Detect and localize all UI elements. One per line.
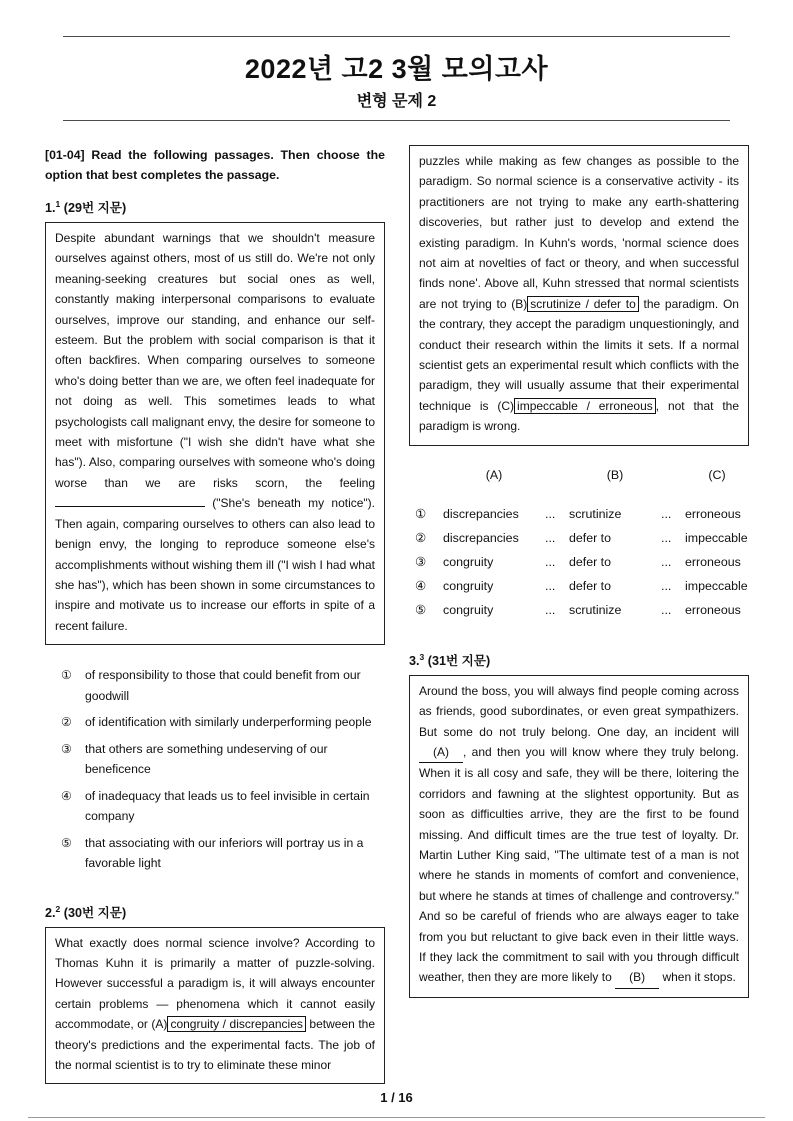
option-2-marker: ② xyxy=(61,715,72,730)
question-2-source: (30번 지문) xyxy=(60,905,127,920)
instructions-text: [01-04] Read the following passages. Then choose the option that best completes the passage. xyxy=(45,148,385,182)
option-5 xyxy=(61,833,385,874)
passage-3-blank-a: (A) xyxy=(419,742,463,763)
option-4-marker: ④ xyxy=(61,788,72,803)
question-2-heading xyxy=(45,902,385,921)
answer-row-4-c: impeccable xyxy=(685,579,748,594)
dots: ... xyxy=(545,531,556,546)
option-3-text: that others are something undeserving of our beneficence xyxy=(85,741,328,777)
passage-2-text-part1: What exactly does normal science involve? According to Thomas Kuhn it is primarily a matter of puzzle-solving. However successful a paradigm is, it will always encounter certain problems — phenomena which it cannot easily accommodate, or (A) xyxy=(55,935,375,1032)
passage-3-box xyxy=(409,675,749,998)
question-3-source: (31번 지문) xyxy=(424,653,491,668)
option-4-text: of inadequacy that leads us to feel invisible in certain company xyxy=(85,788,370,824)
answer-row-5-b: scrutinize xyxy=(569,603,622,618)
dots: ... xyxy=(661,507,672,522)
question-3-sup: 3 xyxy=(419,651,425,662)
question-3-heading xyxy=(409,650,749,669)
answer-row-2-marker: ② xyxy=(415,531,427,546)
option-5-text: that associating with our inferiors will portray us in a favorable light xyxy=(85,835,364,871)
passage-2-choice-c: impeccable / erroneous xyxy=(514,398,656,414)
dots: ... xyxy=(661,579,672,594)
answer-row-1-a: discrepancies xyxy=(443,507,519,522)
bottom-divider xyxy=(28,1117,765,1118)
passage-3-text-part1: Around the boss, you will always find people coming across as friends, good subordinates, or even great sympathizers. But some do not truly belong. One day, an incident will xyxy=(419,683,739,739)
answer-row-3-marker: ③ xyxy=(415,555,427,570)
passage-2-text-part4: the paradigm. On the contrary, they accept the paradigm unquestioningly, and conduct their research within the limits it sets. If a normal scientist gets an experimental result which conflicts with the paradigm, they will usually assume that their experimental technique is (C) xyxy=(419,296,739,413)
option-2-text: of identification with similarly underperforming people xyxy=(85,715,372,730)
page-subtitle: 변형 문제 2 xyxy=(356,93,437,110)
top-divider xyxy=(63,36,730,37)
answer-row-2-a: discrepancies xyxy=(443,531,519,546)
passage-3-text-part3: when it stops. xyxy=(659,970,736,985)
answer-row-1-c: erroneous xyxy=(685,507,741,522)
column-header-b: (B) xyxy=(606,467,624,482)
passage-2-text-part2: between the theory's predictions and the experimental facts. The job of the normal scientist is to try to eliminate these minor xyxy=(55,1017,375,1073)
dots: ... xyxy=(545,555,556,570)
answer-row-1 xyxy=(415,502,749,526)
dots: ... xyxy=(545,507,556,522)
dots: ... xyxy=(661,531,672,546)
question-1-heading xyxy=(45,197,385,216)
question-2-number: 2. xyxy=(45,905,56,920)
passage-2-box-right xyxy=(409,145,749,446)
question-1-source: (29번 지문) xyxy=(60,201,127,215)
passage-1-text-part1: Despite abundant warnings that we shouldn't measure ourselves against others, most of us still do. We're not only meaning-seeking creatures but social ones as well, constantly making interpersonal comparisons to evaluate ourselves, improve our standing, and enhance our self-esteem. But the problem with social comparison is that it often backfires. When comparing ourselves to someone who's doing better than we are, we often feel inadequate for not doing as well. This sometimes leads to what psychologists call malignant envy, the desire for someone to meet with misfortune ("I wish she didn't have what she has"). Also, comparing ourselves with someone who's doing worse than we are risks scorn, the feeling xyxy=(55,231,375,490)
passage-2-box-left xyxy=(45,927,385,1085)
page-number: 1 / 16 xyxy=(380,1090,413,1105)
passage-2-text-part3: puzzles while making as few changes as possible to the paradigm. So normal science is a conservative activity - its practitioners are not trying to make any earth-shattering discoveries, but rather just to develop and extend the existing paradigm. In Kuhn's words, 'normal science does not aim at novelties of fact or theory, and when successful finds none'. Above all, Kuhn stressed that normal scientists are not trying to (B) xyxy=(419,154,739,311)
option-1-text: of responsibility to those that could benefit from our goodwill xyxy=(85,668,361,703)
passage-2-text-part5: , not that the paradigm is wrong. xyxy=(419,398,739,434)
answer-row-1-b: scrutinize xyxy=(569,507,622,522)
answer-row-5-marker: ⑤ xyxy=(415,603,427,618)
answer-row-4-b: defer to xyxy=(569,579,612,594)
answer-row-2 xyxy=(415,526,749,550)
option-4 xyxy=(61,786,385,827)
column-header-c: (C) xyxy=(708,467,726,482)
header-divider xyxy=(63,120,730,121)
answer-row-2-b: defer to xyxy=(569,531,612,546)
option-3 xyxy=(61,739,385,780)
option-5-marker: ⑤ xyxy=(61,835,72,850)
answer-row-4-marker: ④ xyxy=(415,579,427,594)
question-1-number: 1. xyxy=(45,201,56,215)
answer-row-1-marker: ① xyxy=(415,507,427,522)
answer-row-3-a: congruity xyxy=(443,555,494,570)
dots: ... xyxy=(661,555,672,570)
dots: ... xyxy=(661,603,672,618)
dots: ... xyxy=(545,603,556,618)
answer-row-5-a: congruity xyxy=(443,603,494,618)
answer-row-2-c: impeccable xyxy=(685,531,748,546)
answer-row-3 xyxy=(415,550,749,574)
answer-row-4 xyxy=(415,574,749,598)
answer-row-4-a: congruity xyxy=(443,579,494,594)
answer-row-3-c: erroneous xyxy=(685,555,741,570)
passage-2-choice-b: scrutinize / defer to xyxy=(527,296,639,312)
question-2-answer-table xyxy=(415,468,749,622)
option-1 xyxy=(61,665,385,706)
column-header-a: (A) xyxy=(485,467,503,482)
passage-1-text-part2: ("She's beneath my notice"). Then again, comparing ourselves to others can also lead to benign envy, the longing to reproduce someone else's accomplishments without wishing them ill ("I wish I had what she has"), which has been shown in some circumstances to inspire and motivate us to increase our efforts in spite of a recent failure. xyxy=(55,496,375,633)
option-1-marker: ① xyxy=(61,668,72,683)
answer-row-5 xyxy=(415,598,749,622)
page-title: 2022년 고2 3월 모의고사 xyxy=(244,54,549,84)
option-2 xyxy=(61,712,385,733)
answer-row-5-c: erroneous xyxy=(685,603,741,618)
dots: ... xyxy=(545,579,556,594)
question-3-number: 3. xyxy=(409,653,420,668)
passage-3-text-part2: , and then you will know where they truly belong. When it is all cosy and safe, they will be there, loitering the corridors and fawning at the slightest opportunity. But as soon as difficulties arrive, they are the first to be found missing. And difficult times are the true test of loyalty. Dr. Martin Luther King said, "The ultimate test of a man is not where he stands in moments of comfort and convenience, but where he stands at times of challenge and controversy." And so be careful of friends who are always eager to take from you but reluctant to give back even in their little ways. If they lack the commitment to sail with you through difficult weather, then they are more likely to xyxy=(419,744,739,985)
question-1-options xyxy=(61,665,385,874)
right-column xyxy=(409,145,749,1084)
answer-row-3-b: defer to xyxy=(569,555,612,570)
left-column xyxy=(45,145,385,1084)
option-3-marker: ③ xyxy=(61,741,72,756)
passage-1-box xyxy=(45,222,385,645)
passage-1-blank xyxy=(55,496,205,507)
question-2-sup: 2 xyxy=(55,903,61,914)
passage-2-choice-a: congruity / discrepancies xyxy=(167,1016,305,1032)
content-columns xyxy=(45,145,748,1084)
answer-table-header xyxy=(415,468,749,482)
question-1-sup: 1 xyxy=(55,198,61,209)
passage-3-blank-b: (B) xyxy=(615,967,659,988)
